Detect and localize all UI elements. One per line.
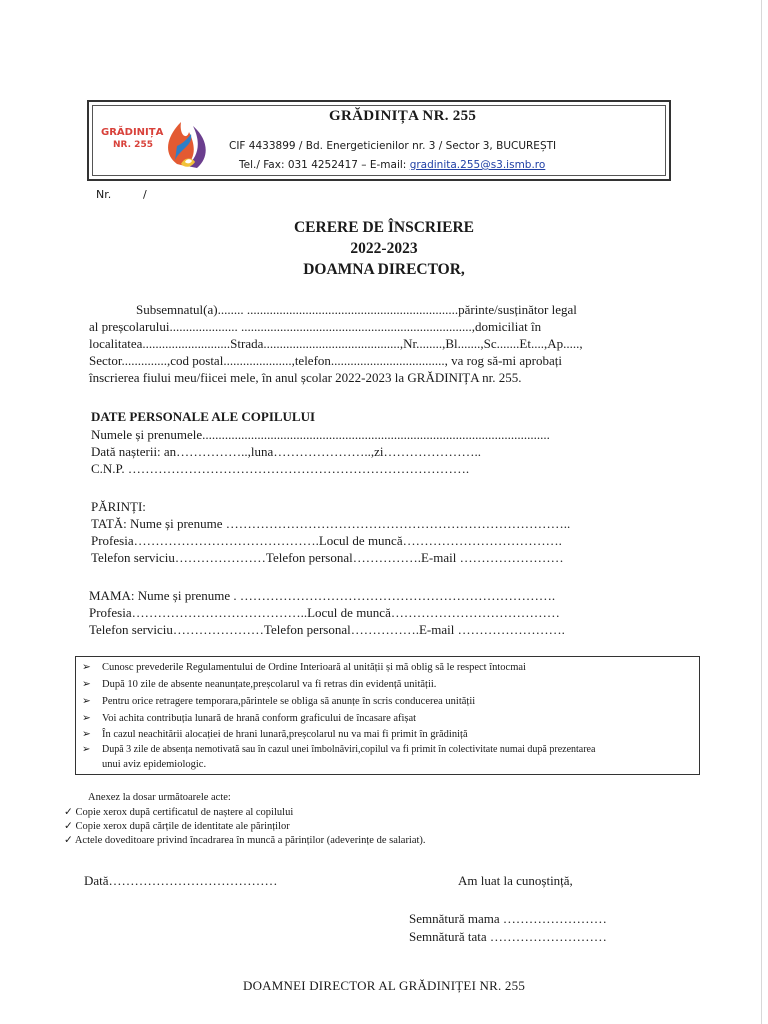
rule-text: În cazul neachitării alocației de hrani lunară,preșcolarul nu va mai fi primit în grădiniță (102, 729, 468, 740)
annex-item-text: Copie xerox după cărțile de identitate ale părinților (75, 821, 290, 832)
arrow-bullet-icon: ➢ (82, 729, 91, 740)
annex-item-text: Copie xerox după certificatul de naștere al copilului (75, 807, 294, 818)
school-contact (239, 159, 545, 171)
intro-line: al preșcolarului..................... .......................................................................,domiciliat în (89, 319, 542, 334)
child-birthdate-field: Dată nașterii: an……………..,luna…………………..,zi………………….. (91, 444, 481, 459)
annex-item-text: Actele doveditoare privind încadrarea în muncă a părinților (adeverințe de salariat). (74, 835, 426, 846)
child-section-heading: DATE PERSONALE ALE COPILULUI (91, 409, 316, 424)
mother-signature-field: Semnătură mama …………………… (409, 911, 607, 926)
arrow-bullet-icon: ➢ (82, 744, 91, 755)
page-edge (761, 0, 762, 1024)
rule-text: După 3 zile de absența nemotivată sau în cazul unei îmbolnăviri,copilul va fi primit în colectivitate numai după prezentarea (102, 744, 596, 755)
check-mark-icon: ✓ (64, 835, 75, 846)
arrow-bullet-icon: ➢ (82, 662, 91, 673)
check-mark-icon: ✓ (64, 821, 76, 832)
logo-text-line1: GRĂDINIȚA (101, 127, 164, 138)
school-name: GRĂDINIȚA NR. 255 (329, 108, 477, 124)
father-name-field: TATĂ: Nume și prenume …………………………………………………………………….. (91, 516, 571, 531)
father-profession-field: Profesia…………………………………….Locul de muncă………………………………. (91, 533, 562, 548)
arrow-bullet-icon: ➢ (82, 713, 91, 724)
child-name-field: Numele și prenumele........................................................................................................... (91, 427, 550, 442)
parents-heading: PĂRINȚI: (91, 499, 146, 514)
intro-line: Sector..............,cod postal.....................,telefon..................................., va rog să-mi aprobați (89, 353, 562, 368)
mother-phone-field: Telefon serviciu…………………Telefon personal…………….E-mail ……………………. (89, 622, 565, 637)
acknowledgement-text: Am luat la cunoștință, (458, 873, 573, 888)
intro-line: înscrierea fiului meu/fiicei mele, în anul școlar 2022-2023 la GRĂDINIȚA nr. 255. (89, 370, 522, 385)
rule-continuation: unui aviz epidemiologic. (102, 759, 207, 770)
arrow-bullet-icon: ➢ (82, 679, 91, 690)
rule-item (82, 728, 468, 740)
registration-number-slash: / (143, 188, 147, 201)
rule-text: Voi achita contribuția lunară de hrană conform graficului de încasare afișat (102, 713, 417, 724)
rule-item (82, 695, 475, 707)
rule-item (82, 678, 436, 690)
school-address: CIF 4433899 / Bd. Energeticienilor nr. 3 / Sector 3, BUCUREȘTI (229, 140, 557, 152)
child-cnp-field: C.N.P. ……………………………………………………………………. (91, 461, 470, 476)
rule-item (82, 712, 416, 724)
intro-line: Subsemnatul(a)........ .................................................................părinte/susținător legal (136, 302, 577, 317)
annex-item (64, 834, 426, 846)
mother-profession-field: Profesia…………………………………..Locul de muncă………………………………… (89, 605, 560, 620)
rule-item (82, 661, 526, 673)
rule-text: Pentru orice retragere temporara,părintele se obliga să anunțe în scris conducerea unității (102, 696, 476, 707)
annex-item (64, 820, 290, 832)
father-phone-field: Telefon serviciu…………………Telefon personal…………….E-mail …………………… (91, 550, 564, 565)
father-signature-field: Semnătură tata ……………………… (409, 929, 607, 944)
intro-line: localitatea...........................Strada..........................................,Nr........,Bl.......,Sc.......Et....,Ap....., (89, 336, 583, 351)
annex-item (64, 806, 293, 818)
arrow-bullet-icon: ➢ (82, 696, 91, 707)
footer-addressee: DOAMNEI DIRECTOR AL GRĂDINIȚEI NR. 255 (242, 978, 526, 993)
rule-text: Cunosc prevederile Regulamentului de Ordine Interioară al unității și mă oblig să le respect întocmai (102, 662, 526, 673)
school-year: 2022-2023 (350, 240, 418, 257)
rule-text: După 10 zile de absente neanunțate,preșcolarul va fi retras din evidență unității. (102, 679, 437, 690)
email-link[interactable]: gradinita.255@s3.ismb.ro (409, 159, 546, 171)
mother-name-field: MAMA: Nume și prenume . ………………………………………………………………. (89, 588, 556, 603)
annex-heading: Anexez la dosar următoarele acte: (88, 792, 231, 803)
check-mark-icon: ✓ (64, 807, 76, 818)
contact-phone: Tel./ Fax: 031 4252417 – E-mail: (239, 159, 410, 171)
date-field: Dată………………………………… (84, 873, 278, 888)
letterhead-box (87, 100, 671, 181)
registration-number-label: Nr. (96, 188, 112, 201)
addressee-title: DOAMNA DIRECTOR, (303, 261, 465, 278)
logo-text-line2: NR. 255 (113, 140, 153, 150)
logo-flame-icon (97, 112, 215, 170)
school-logo (97, 112, 215, 170)
rule-item (82, 744, 595, 755)
form-title: CERERE DE ÎNSCRIERE (293, 219, 474, 236)
